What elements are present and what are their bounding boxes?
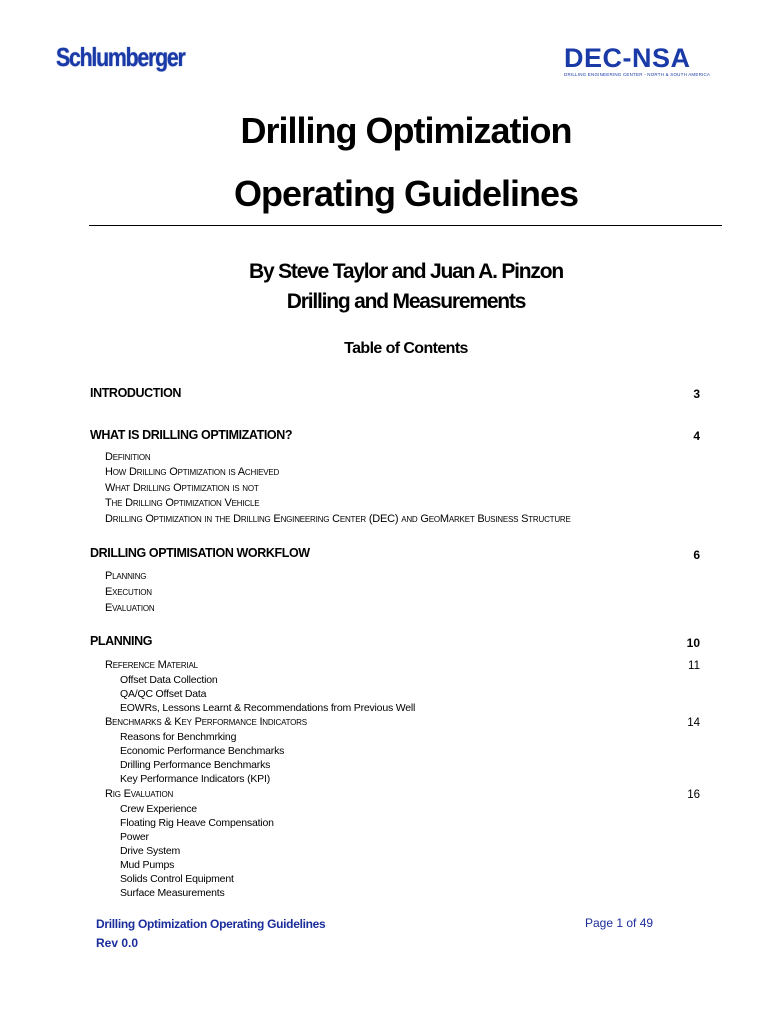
- toc-item[interactable]: QA/QC Offset Data: [120, 688, 207, 700]
- document-title-line-2: Operating Guidelines: [233, 173, 579, 214]
- toc-subsection-benchmarks[interactable]: Benchmarks & Key Performance Indicators: [105, 716, 307, 728]
- toc-item[interactable]: EOWRs, Lessons Learnt & Recommendations from Previous Well: [120, 702, 416, 714]
- dec-nsa-logo-subtitle: DRILLING ENGINEERING CENTER - NORTH & SOUTH AMERICA: [564, 72, 711, 77]
- toc-subsection-rig-evaluation[interactable]: Rig Evaluation: [105, 788, 174, 800]
- toc-subsection[interactable]: Execution: [105, 586, 152, 598]
- toc-item[interactable]: Solids Control Equipment: [120, 873, 234, 885]
- toc-heading: Table of Contents: [344, 340, 468, 357]
- toc-subsection-page: 16: [687, 789, 700, 801]
- toc-section-what-is-drilling-optimization[interactable]: WHAT IS DRILLING OPTIMIZATION?: [90, 428, 293, 442]
- toc-item[interactable]: Economic Performance Benchmarks: [120, 745, 285, 757]
- footer-revision: Rev 0.0: [96, 936, 139, 950]
- toc-item[interactable]: Mud Pumps: [120, 859, 175, 871]
- toc-section-page: 6: [693, 548, 700, 562]
- toc-subsection[interactable]: Definition: [105, 451, 151, 463]
- toc-item[interactable]: Reasons for Benchmrking: [120, 731, 237, 743]
- toc-section-introduction[interactable]: INTRODUCTION: [90, 386, 182, 400]
- toc-item[interactable]: Crew Experience: [120, 803, 197, 815]
- toc-subsection-page: 14: [687, 717, 700, 729]
- toc-item[interactable]: Drilling Performance Benchmarks: [120, 759, 271, 771]
- footer-page-number: Page 1 of 49: [585, 916, 654, 930]
- toc-item[interactable]: Power: [120, 831, 149, 843]
- toc-subsection[interactable]: What Drilling Optimization is not: [105, 482, 259, 494]
- toc-subsection-page: 11: [688, 660, 700, 672]
- toc-item[interactable]: Surface Measurements: [120, 887, 225, 899]
- toc-subsection[interactable]: Drilling Optimization in the Drilling Engineering Center (DEC) and GeoMarket Business Structure: [105, 513, 571, 525]
- toc-item[interactable]: Floating Rig Heave Compensation: [120, 817, 274, 829]
- toc-section-planning[interactable]: PLANNING: [90, 634, 153, 648]
- toc-subsection[interactable]: How Drilling Optimization is Achieved: [105, 466, 280, 478]
- toc-item[interactable]: Key Performance Indicators (KPI): [120, 773, 270, 785]
- byline-department: Drilling and Measurements: [286, 290, 526, 313]
- dec-nsa-logo-text: DEC-NSA: [564, 43, 691, 73]
- byline-authors: By Steve Taylor and Juan A. Pinzon: [249, 260, 563, 283]
- toc-subsection[interactable]: Evaluation: [105, 602, 155, 614]
- dec-nsa-logo: [564, 43, 711, 78]
- document-title-line-1: Drilling Optimization: [240, 110, 572, 151]
- schlumberger-logo: Schlumberger: [56, 42, 185, 72]
- toc-section-drilling-optimisation-workflow[interactable]: DRILLING OPTIMISATION WORKFLOW: [90, 546, 310, 560]
- toc-subsection[interactable]: Planning: [105, 570, 147, 582]
- footer-document-title: Drilling Optimization Operating Guidelines: [96, 917, 326, 931]
- title-divider: [89, 225, 722, 226]
- toc-subsection-reference-material[interactable]: Reference Material: [105, 659, 198, 671]
- toc-subsection[interactable]: The Drilling Optimization Vehicle: [105, 497, 260, 509]
- toc-item[interactable]: Drive System: [120, 845, 181, 857]
- toc-item[interactable]: Offset Data Collection: [120, 674, 218, 686]
- toc-section-page: 4: [693, 429, 700, 443]
- toc-section-page: 3: [693, 387, 700, 401]
- toc-section-page: 10: [686, 636, 700, 650]
